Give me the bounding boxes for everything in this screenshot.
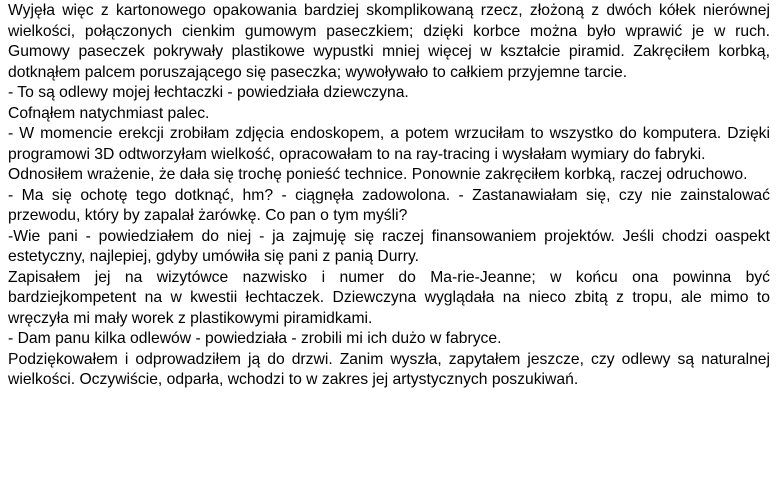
paragraph-4: - W momencie erekcji zrobiłam zdjęcia endoskopem, a potem wrzuciłam to wszystko do komputera. Dzięki programowi 3D odtworzyłam wielkość, opracowałam to na ray-tracing i wysłałam wymiary do fabryki. [8, 125, 770, 163]
paragraph-7: -Wie pani - powiedziałem do niej - ja zajmuję się raczej finansowaniem projektów. Jeśli chodzi oaspekt estetyczny, najlepiej, gdyby umówiła się pani z panią Durry. [8, 227, 770, 265]
paragraph-3: Cofnąłem natychmiast palec. [8, 104, 210, 122]
document-text [8, 1, 770, 391]
paragraph-8: Zapisałem jej na wizytówce nazwisko i numer do Ma-rie-Jeanne; w końcu ona powinna być bardziejkompetent na w kwestii łechtaczek. Dziewczyna wyglądała na nieco zbitą z tropu, ale mimo to wręczyła mi mały worek z plastikowymi piramidkami. [8, 268, 770, 327]
paragraph-10: Podziękowałem i odprowadziłem ją do drzwi. Zanim wyszła, zapytałem jeszcze, czy odlewy są naturalnej wielkości. Oczywiście, odparła, wchodzi to w zakres jej artystycznych poszukiwań. [8, 350, 770, 388]
paragraph-5: Odnosiłem wrażenie, że dała się trochę ponieść technice. Ponownie zakręciłem korbką, raczej odruchowo. [8, 166, 748, 183]
paragraph-1: Wyjęła więc z kartonowego opakowania bardziej skomplikowaną rzecz, złożoną z dwóch kółek nierównej wielkości, połączonych cienkim gumowym paseczkiem; dzięki korbce można było wprawić je w ruch. Gumowy paseczek pokrywały plastikowe wypustki mniej więcej w kształcie piramid. Zakręciłem korbką, dotknąłem palcem poruszającego się paseczka; wywoływało to całkiem przyjemne tarcie. [8, 2, 770, 81]
paragraph-6: - Ma się ochotę tego dotknąć, hm? - ciągnęła zadowolona. - Zastanawiałam się, czy nie zainstalować przewodu, który by zapalał żarówkę. Co pan o tym myśli? [8, 186, 770, 224]
paragraph-9: - Dam panu kilka odlewów - powiedziała - zrobili mi ich dużo w fabryce. [8, 330, 502, 347]
paragraph-2: - To są odlewy mojej łechtaczki - powiedziała dziewczyna. [8, 84, 409, 101]
